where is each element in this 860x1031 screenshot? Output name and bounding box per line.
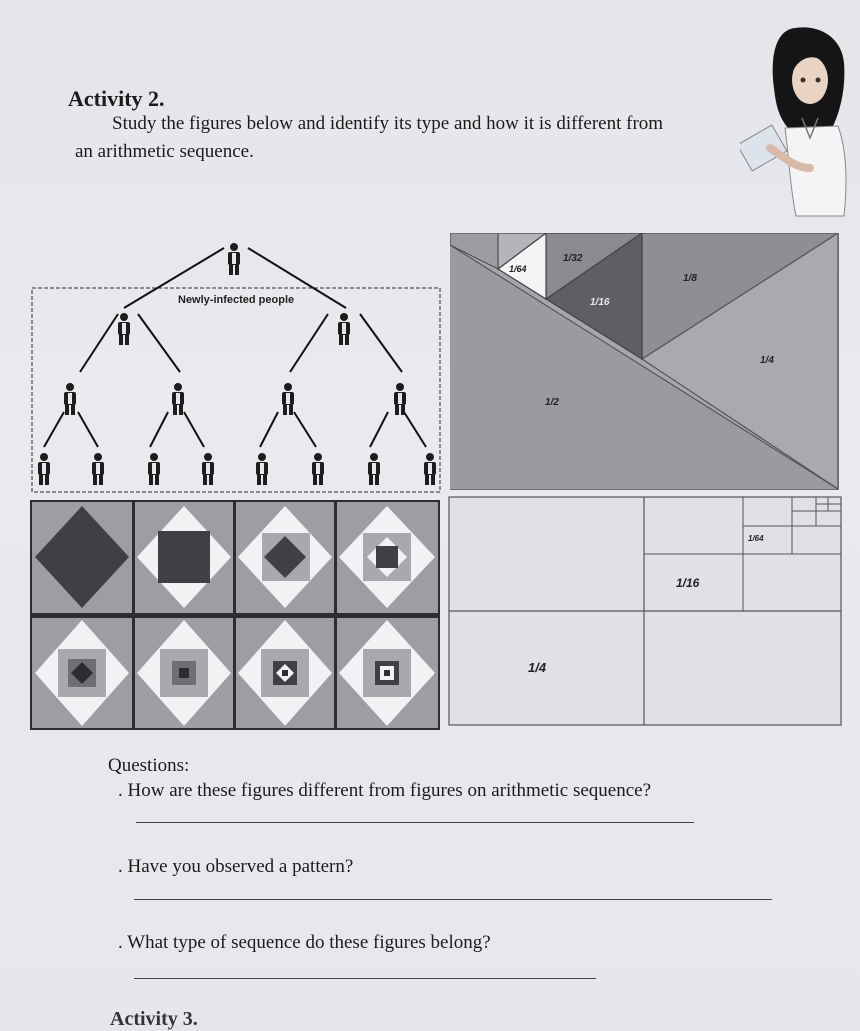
square-label: 1/16 [676, 576, 700, 590]
quarter-squares-figure [448, 496, 844, 728]
tree-person-l4 [368, 453, 380, 485]
tree-person-l4 [256, 453, 268, 485]
tree-person-l3 [64, 383, 76, 415]
square-label: 1/4 [528, 660, 547, 675]
tree-person-root [228, 243, 240, 275]
question-2: . Have you observed a pattern? [118, 856, 354, 877]
quilt-block [337, 502, 438, 613]
quilt-block [135, 502, 233, 613]
triangle-halving-figure [450, 233, 840, 491]
tree-person-l3 [394, 383, 406, 415]
triangle-label: 1/2 [545, 397, 559, 408]
triangle-label: 1/8 [683, 273, 697, 284]
answer-line-1[interactable] [136, 822, 694, 823]
quilt-block [32, 618, 132, 728]
tree-person-l3 [172, 383, 184, 415]
triangle-label: 1/32 [563, 253, 583, 264]
quilt-pattern-figure [30, 500, 440, 730]
tree-person-l3 [282, 383, 294, 415]
next-activity-fragment: Activity 3. [110, 1008, 198, 1030]
answer-line-3[interactable] [134, 978, 596, 979]
instruction-line-1: Study the figures below and identify its type and how it is different from [112, 113, 664, 134]
infection-tree-figure [28, 232, 444, 496]
questions-heading: Questions: [108, 755, 190, 776]
question-1: . How are these figures different from figures on arithmetic sequence? [118, 780, 652, 801]
quilt-block [32, 502, 132, 613]
tree-person-l2 [338, 313, 350, 345]
tree-label: Newly-infected people [178, 294, 295, 306]
tree-person-l4 [92, 453, 104, 485]
triangle-label: 1/64 [509, 264, 527, 274]
quilt-block [236, 502, 334, 613]
quilt-block [236, 618, 334, 728]
square-label: 1/64 [748, 534, 764, 543]
triangle-label: 1/16 [590, 297, 610, 308]
tree-person-l4 [38, 453, 50, 485]
answer-line-2[interactable] [134, 899, 772, 900]
tree-person-l2 [118, 313, 130, 345]
instruction-line-2: an arithmetic sequence. [75, 141, 254, 162]
tree-person-l4 [312, 453, 324, 485]
tree-person-l4 [148, 453, 160, 485]
tree-person-l4 [424, 453, 436, 485]
quilt-block [337, 618, 438, 728]
triangle-label: 1/4 [760, 355, 774, 366]
tree-person-l4 [202, 453, 214, 485]
student-illustration [740, 18, 858, 218]
quilt-block [135, 618, 233, 728]
question-3: . What type of sequence do these figures belong? [118, 932, 491, 953]
activity-title: Activity 2. [68, 86, 165, 111]
